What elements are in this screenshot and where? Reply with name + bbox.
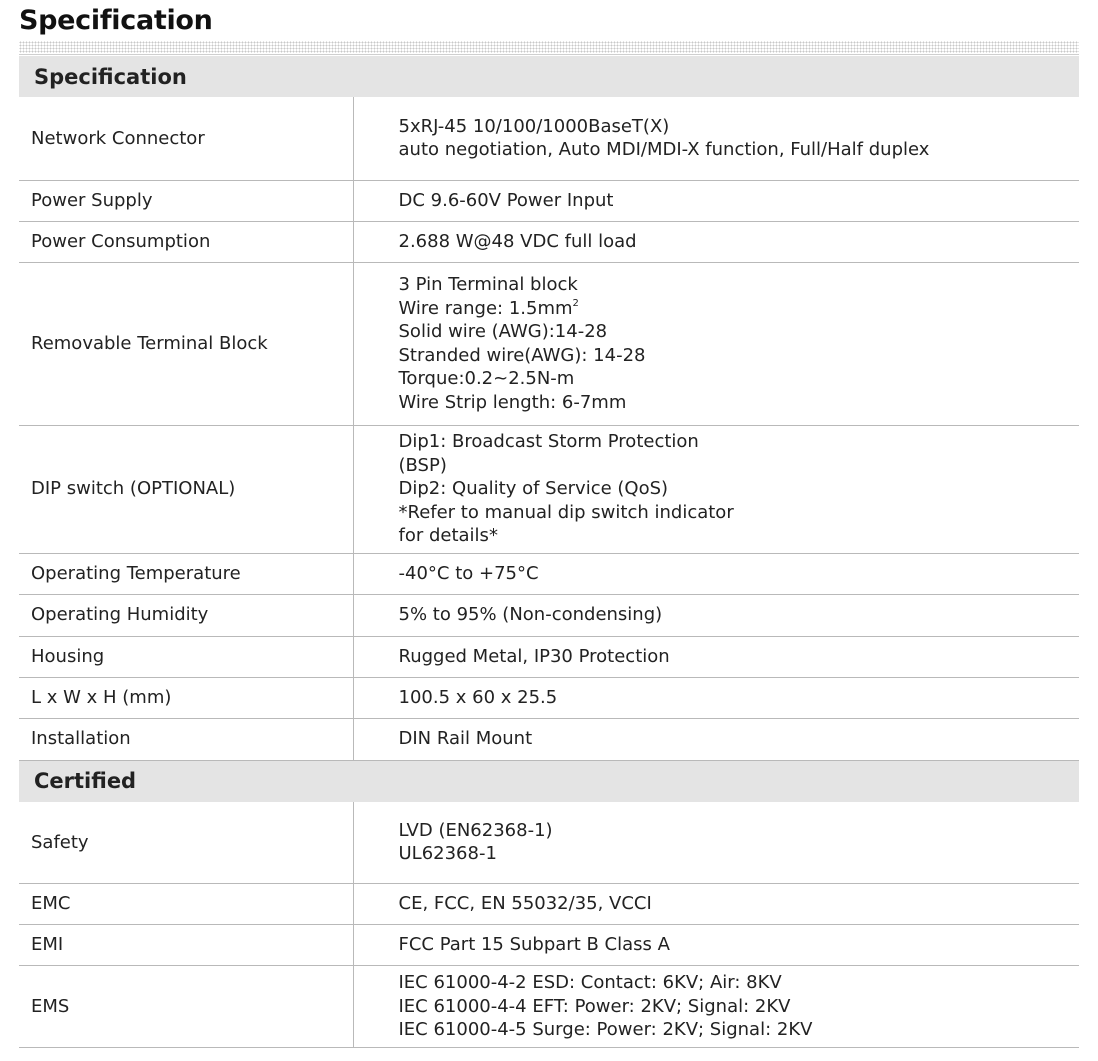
section-header-specification <box>19 56 1079 97</box>
value-line: 5% to 95% (Non-condensing) <box>398 604 663 626</box>
row-label: Removable Terminal Block <box>19 262 353 425</box>
value-line: 5xRJ-45 10/100/1000BaseT(X) <box>398 115 670 137</box>
value-line: for details* <box>398 525 498 547</box>
row-label: Power Consumption <box>19 221 353 262</box>
row-value <box>353 636 1079 677</box>
row-value <box>353 594 1079 636</box>
value-line: IEC 61000-4-4 EFT: Power: 2KV; Signal: 2KV <box>398 995 791 1017</box>
row-label: Power Supply <box>19 180 353 221</box>
value-line: IEC 61000-4-2 ESD: Contact: 6KV; Air: 8KV <box>398 972 782 994</box>
page-title: Specification <box>19 5 213 36</box>
row-value <box>353 677 1079 718</box>
row-label: Operating Temperature <box>19 553 353 594</box>
table-row <box>19 594 1079 636</box>
row-label: Installation <box>19 718 353 760</box>
table-row <box>19 97 1079 180</box>
value-line: auto negotiation, Auto MDI/MDI-X function, Full/Half duplex <box>398 139 930 161</box>
row-value <box>353 718 1079 760</box>
table-row <box>19 718 1079 760</box>
superscript: 2 <box>572 297 579 309</box>
table-row <box>19 925 1079 966</box>
row-label: EMS <box>19 966 353 1048</box>
value-line: 2.688 W@48 VDC full load <box>398 230 637 252</box>
value-line: DIN Rail Mount <box>398 728 533 750</box>
row-label: Network Connector <box>19 97 353 180</box>
value-line: *Refer to manual dip switch indicator <box>398 501 734 523</box>
table-row <box>19 262 1079 425</box>
value-line: Torque:0.2~2.5N-m <box>398 368 575 389</box>
row-value <box>353 884 1079 925</box>
section-title: Certified <box>19 760 1079 802</box>
table-row <box>19 180 1079 221</box>
value-line: 100.5 x 60 x 25.5 <box>398 686 558 708</box>
value-line: Wire Strip length: 6-7mm <box>398 391 627 413</box>
table-row <box>19 425 1079 553</box>
row-label: EMI <box>19 925 353 966</box>
divider-line <box>19 54 1079 55</box>
section-header-certified <box>19 760 1079 802</box>
table-row <box>19 636 1079 677</box>
value-line: CE, FCC, EN 55032/35, VCCI <box>398 893 652 915</box>
value-line: LVD (EN62368-1) <box>398 819 553 841</box>
value-line: DC 9.6-60V Power Input <box>398 189 614 211</box>
row-value <box>353 97 1079 180</box>
spec-table <box>19 56 1079 1048</box>
row-label: DIP switch (OPTIONAL) <box>19 425 353 553</box>
row-value <box>353 262 1079 425</box>
value-line: IEC 61000-4-5 Surge: Power: 2KV; Signal: 2KV <box>398 1019 813 1041</box>
dotted-divider <box>19 41 1079 53</box>
table-row <box>19 677 1079 718</box>
value-line: Rugged Metal, IP30 Protection <box>398 645 670 667</box>
value-line: (BSP) <box>398 454 447 476</box>
row-label: Housing <box>19 636 353 677</box>
value-text: Wire range: 1.5mm <box>398 297 573 319</box>
value-line: Dip2: Quality of Service (QoS) <box>398 478 669 500</box>
value-line: -40°C to +75°C <box>398 562 539 584</box>
value-line: FCC Part 15 Subpart B Class A <box>398 934 670 956</box>
value-line: Stranded wire(AWG): 14-28 <box>398 344 646 366</box>
table-row <box>19 553 1079 594</box>
row-value <box>353 425 1079 553</box>
row-label: L x W x H (mm) <box>19 677 353 718</box>
value-line: Solid wire (AWG):14-28 <box>398 321 608 342</box>
table-row <box>19 802 1079 884</box>
row-value <box>353 180 1079 221</box>
table-row <box>19 221 1079 262</box>
value-line: UL62368-1 <box>398 843 497 865</box>
row-label: EMC <box>19 884 353 925</box>
table-row <box>19 966 1079 1048</box>
row-label: Safety <box>19 802 353 884</box>
table-row <box>19 884 1079 925</box>
value-line <box>399 297 1080 321</box>
row-value <box>353 221 1079 262</box>
value-line: Dip1: Broadcast Storm Protection <box>398 431 699 453</box>
row-value <box>353 925 1079 966</box>
row-label: Operating Humidity <box>19 594 353 636</box>
value-line: 3 Pin Terminal block <box>398 274 578 295</box>
section-title: Specification <box>19 56 1079 97</box>
row-value <box>353 802 1079 884</box>
row-value <box>353 553 1079 594</box>
row-value <box>353 966 1079 1048</box>
